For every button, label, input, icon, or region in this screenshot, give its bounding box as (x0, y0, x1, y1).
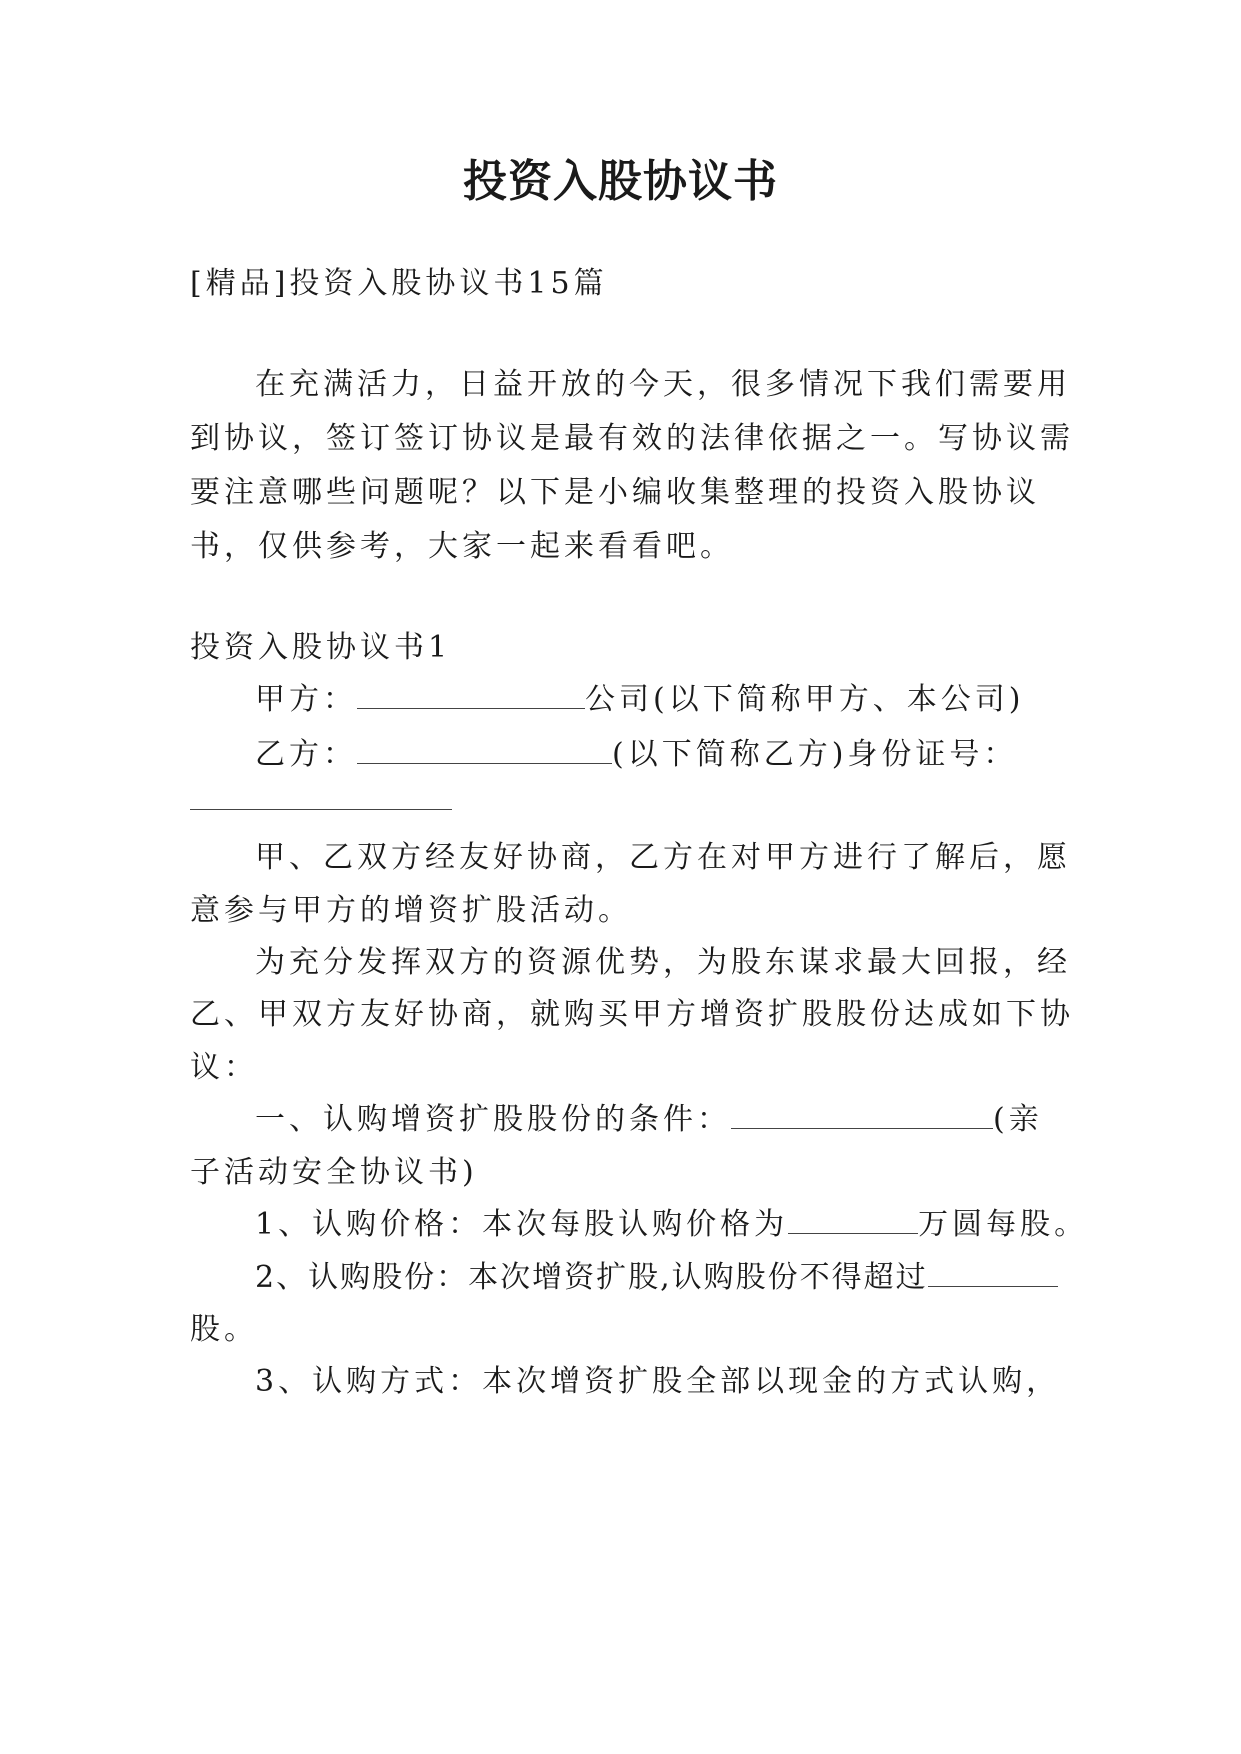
clause1-prefix: 一、认购增资扩股股份的条件： (255, 1102, 731, 1137)
para2-line-3: 议： (190, 1050, 258, 1085)
party-a-suffix: 公司(以下简称甲方、本公司) (585, 682, 1025, 717)
clause1-continuation: 子活动安全协议书) (190, 1155, 478, 1190)
clause1-line (255, 1098, 1043, 1142)
party-b-label: 乙方： (255, 737, 357, 772)
para2-line-2: 乙、甲双方友好协商，就购买甲方增资扩股股份达成如下协 (190, 997, 1074, 1032)
section-heading: 投资入股协议书1 (190, 630, 452, 665)
intro-line-3: 要注意哪些问题呢？以下是小编收集整理的投资入股协议 (190, 475, 1040, 510)
party-a-label: 甲方： (255, 682, 357, 717)
item2-line (255, 1256, 1058, 1300)
document-subtitle: [精品]投资入股协议书15篇 (190, 266, 608, 301)
clause1-blank (731, 1098, 993, 1129)
para2-line-1: 为充分发挥双方的资源优势，为股东谋求最大回报，经 (255, 945, 1071, 980)
item2-prefix: 2、认购股份：本次增资扩股,认购股份不得超过 (255, 1260, 928, 1295)
item1-line (255, 1203, 1088, 1247)
party-b-line (255, 733, 1017, 777)
clause1-suffix: (亲 (993, 1102, 1043, 1137)
item2-continuation: 股。 (190, 1312, 258, 1347)
item3-line: 3、认购方式：本次增资扩股全部以现金的方式认购， (255, 1364, 1061, 1399)
item1-suffix: 万圆每股。 (918, 1207, 1089, 1242)
intro-line-4: 书，仅供参考，大家一起来看看吧。 (190, 529, 734, 564)
para1-line-2: 意参与甲方的增资扩股活动。 (190, 893, 632, 928)
party-b-blank (357, 733, 612, 764)
party-b-suffix: (以下简称乙方)身份证号： (612, 737, 1018, 772)
item1-prefix: 1、认购价格：本次每股认购价格为 (255, 1207, 789, 1242)
item1-blank (788, 1203, 918, 1234)
document-title: 投资入股协议书 (463, 156, 778, 207)
party-a-blank (357, 678, 585, 709)
para1-line-1: 甲、乙双方经友好协商，乙方在对甲方进行了解后，愿 (255, 840, 1071, 875)
intro-line-1: 在充满活力，日益开放的今天，很多情况下我们需要用 (255, 367, 1071, 402)
id-number-blank (190, 809, 452, 810)
intro-line-2: 到协议，签订签订协议是最有效的法律依据之一。写协议需 (190, 421, 1074, 456)
party-a-line (255, 678, 1024, 722)
item2-blank (928, 1256, 1058, 1287)
